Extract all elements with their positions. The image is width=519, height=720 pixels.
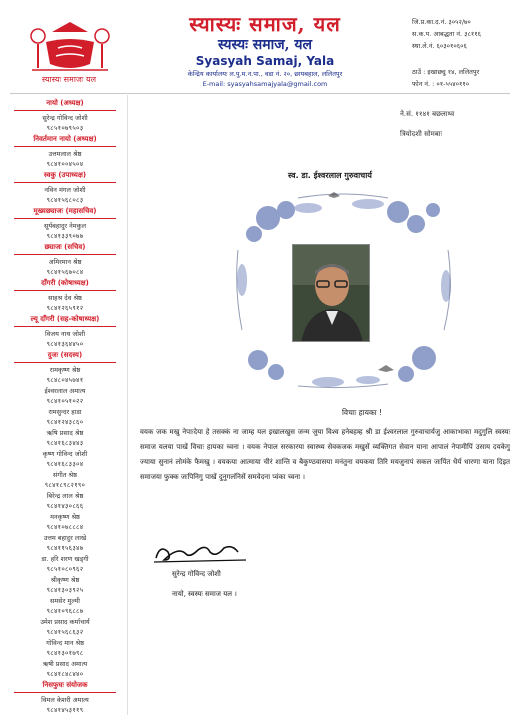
member-role: ल्यू दाँगरी (सह-कोषाध्यक्ष) (30, 315, 100, 323)
member-role: मूख्यछ्याजः (महासचिव) (33, 207, 97, 215)
contact-line: ठाउँ : इखाछ्यु १४, ललितपुर (412, 68, 480, 76)
brand-name-devanagari: स्यस्यः समाज, यल (217, 37, 313, 53)
member-name: कृष्ण गोविन्द जोशी (42, 450, 88, 458)
committee-member (6, 428, 124, 448)
signatory-name: सुरेन्द्र गोविन्द जोशी (172, 570, 221, 578)
member-name: विमल केशरी अमात्य (41, 696, 89, 704)
condolence-heading: विचाः हायका ! (341, 408, 383, 417)
member-name: साहश्र देव श्रेष्ठ (48, 294, 82, 302)
committee-member (6, 470, 124, 490)
member-name: नविन मंगल जोशी (44, 186, 86, 194)
role-underline (14, 290, 116, 291)
member-name: श्रीकृष्ण श्रेष्ठ (50, 576, 80, 584)
sidebar-divider (127, 95, 128, 715)
member-phone: ९८४१३०३९२५ (46, 586, 84, 594)
member-name: संगीत श्रेष्ठ (53, 471, 77, 479)
member-phone: ९८४१५६८६३२ (46, 628, 84, 636)
committee-member (6, 659, 124, 679)
role-underline (14, 218, 116, 219)
member-phone: ९८४१०५१०२२ (46, 397, 84, 405)
role-underline (14, 110, 116, 111)
member-name: बिरेन्द्र लाल श्रेष्ठ (46, 492, 84, 500)
member-name: रामसुन्दर हाडा (48, 408, 82, 416)
member-name: मनकृष्ण श्रेष्ठ (50, 513, 80, 521)
member-phone: ९८४१००४५०४ (46, 160, 84, 168)
member-name: उत्तम बहादुर लाखे (43, 534, 87, 542)
nepal-sambat-date: ने.सं. ११४१ बछलाथ्व (400, 110, 455, 118)
member-phone: ९८४१६८३३०४ (46, 460, 84, 468)
registration-line: स्था.ले.नं. ६०३०१०६०६ (412, 42, 467, 50)
member-name: विजय नाथ जोशी (44, 330, 86, 338)
role-underline (14, 362, 116, 363)
committee-member (6, 206, 124, 241)
member-phone: ९८४११५६३४७ (46, 544, 84, 552)
contact-block (412, 66, 512, 90)
signature-icon (150, 540, 260, 566)
letterhead (0, 0, 519, 95)
member-name: ऋषी प्रसाद अमात्य (42, 660, 88, 668)
brand-name-script: स्यास्यः समाज, यल (189, 12, 341, 36)
committee-member (6, 680, 124, 715)
member-role: निवर्तमान नायो (अध्यक्ष) (33, 135, 97, 143)
committee-member (6, 638, 124, 658)
member-phone: ९८४१०७८८८४ (46, 523, 84, 531)
member-phone: ९८४१८४८४४० (46, 670, 84, 678)
brand-address: केन्द्रिय कार्यालयः ल.पु.म.न.पा., वडा नं. २०, छायबहाल, ललितपुर (187, 70, 343, 78)
member-name: डा. हरि शरण खड्गी (41, 555, 89, 563)
role-underline (14, 326, 116, 327)
date-block (400, 104, 510, 144)
header-divider (10, 93, 510, 94)
registration-line: जि.प्र.का.द.नं. ३०५२/७० (412, 18, 471, 26)
committee-member (6, 491, 124, 511)
committee-member (6, 278, 124, 313)
brand-block (140, 12, 390, 89)
committee-member (6, 134, 124, 169)
registration-line: स.क.प. आबद्धता नं. ३८११६ (412, 30, 481, 38)
brand-name-english: Syasyah Samaj, Yala (195, 54, 335, 68)
member-phone: ९८४१२६५९१२ (46, 304, 84, 312)
contact-line: फोन नं. : ०१-५५४०११० (412, 80, 470, 88)
committee-member (6, 407, 124, 427)
member-phone: ९८४१५६७०८४ (46, 268, 84, 276)
member-name: उत्तमलाल श्रेष्ठ (48, 150, 82, 158)
member-role: निसफुघः संयोजक (42, 681, 88, 689)
member-role: दुजः (सदस्य) (47, 351, 83, 359)
committee-member (6, 170, 124, 205)
committee-member (6, 449, 124, 469)
signatory-title: नायो, स्वस्यः समाज यल । (172, 590, 237, 598)
member-name: सूर्यबहादुर नेमकुल (43, 222, 87, 230)
member-phone: ९८४१४५३११९ (46, 706, 84, 714)
logo-caption: स्यास्यः समाजः यल (41, 75, 97, 84)
committee-member (6, 575, 124, 595)
member-phone: ९८४१४३०८६६ (46, 502, 84, 510)
committee-member (6, 350, 124, 385)
member-name: अमिरमान श्रेष्ठ (48, 258, 82, 266)
member-name: समसेर मुल्मी (50, 597, 80, 605)
committee-member (6, 314, 124, 349)
brand-email: E-mail: syasyahsamajyala@gmail.com (202, 80, 328, 88)
member-role: छ्याजः (सचिव) (44, 243, 86, 251)
member-phone: ९८५१०८०९६२ (46, 565, 84, 573)
role-underline (14, 254, 116, 255)
member-role: नायो (अध्यक्ष) (46, 99, 84, 107)
member-phone: ९८४१०९६८८७ (46, 607, 84, 615)
committee-member (6, 242, 124, 277)
member-phone: ९८४८०४५७४१ (46, 376, 84, 384)
member-name: ऋषि प्रसाद श्रेष्ठ (46, 429, 84, 437)
member-name: ईश्वरलाल अमात्य (44, 387, 86, 395)
condolence-body: वयक जक मखु नेपाःदेया हे तसक्कं ना जाम्ह यल इखालखुस जन्म जुया विश्व हनेबहम्ह श्री डा ईश्वरलाल गुरुवाचार्यजु आकाभाका मदुगुलि स्वस्यः समाज यलया पाखें विचाः हायका च्वना । वयक नेपाल सरकारया स्वास्थ्य सेवकजक मखुसें व्यक्तिगत सेवान याना आपालं नेपामीपिं उसाय दयकेगु ज्याया सुनानं लोमंके फैमखु । वयकया आत्माया चीरं शान्ति व बैकुण्ठवासया मनंतुना वयकया तिरि मयजुनापं सकल जःपिंत धैर्य धारणा याना दिइत समाजया फुक्क जःपिनिगु पाखें दुनुगलंनिसें समवेदना प्वंका च्वना । (140, 428, 510, 481)
member-phone: ९८४१३६४४५० (46, 340, 84, 348)
member-phone: ९८४१३३९०७७ (46, 232, 84, 240)
member-role: स्वकु (उपाध्यक्ष) (43, 171, 87, 179)
member-name: रामकृष्ण श्रेष्ठ (49, 366, 81, 374)
committee-member (6, 554, 124, 574)
committee-member (6, 533, 124, 553)
portrait-photo (292, 244, 370, 342)
committee-member (6, 512, 124, 532)
member-phone: ९८५१०७९५०३ (46, 124, 84, 132)
member-phone: ९८४१२४३८६० (46, 418, 84, 426)
role-underline (14, 146, 116, 147)
tribute-title: स्व. डा. ईश्वरलाल गुरुवाचार्य (288, 171, 372, 180)
member-name: सुरेन्द्र गोविन्द जोशी (42, 114, 88, 122)
committee-sidebar (6, 98, 124, 716)
member-name: गोविन्द मान श्रेष्ठ (46, 639, 84, 647)
member-phone: ९८४१३०१७९८ (46, 649, 84, 657)
member-phone: ९८४१६८३४४३ (46, 439, 84, 447)
committee-member (6, 617, 124, 637)
member-role: दाँगरी (कोषाध्यक्ष) (41, 279, 89, 287)
member-phone: ९८४१५६८०८३ (46, 196, 84, 204)
member-phone: ९८४१८९८२१९० (44, 481, 86, 489)
role-underline (14, 182, 116, 183)
committee-member (6, 386, 124, 406)
registration-block (412, 16, 512, 52)
lunar-day: त्रियोदशी सोमबाः (400, 130, 443, 138)
role-underline (14, 692, 116, 693)
committee-member (6, 98, 124, 133)
member-name: उमेश प्रसाद कर्माचार्य (40, 618, 90, 626)
committee-member (6, 596, 124, 616)
